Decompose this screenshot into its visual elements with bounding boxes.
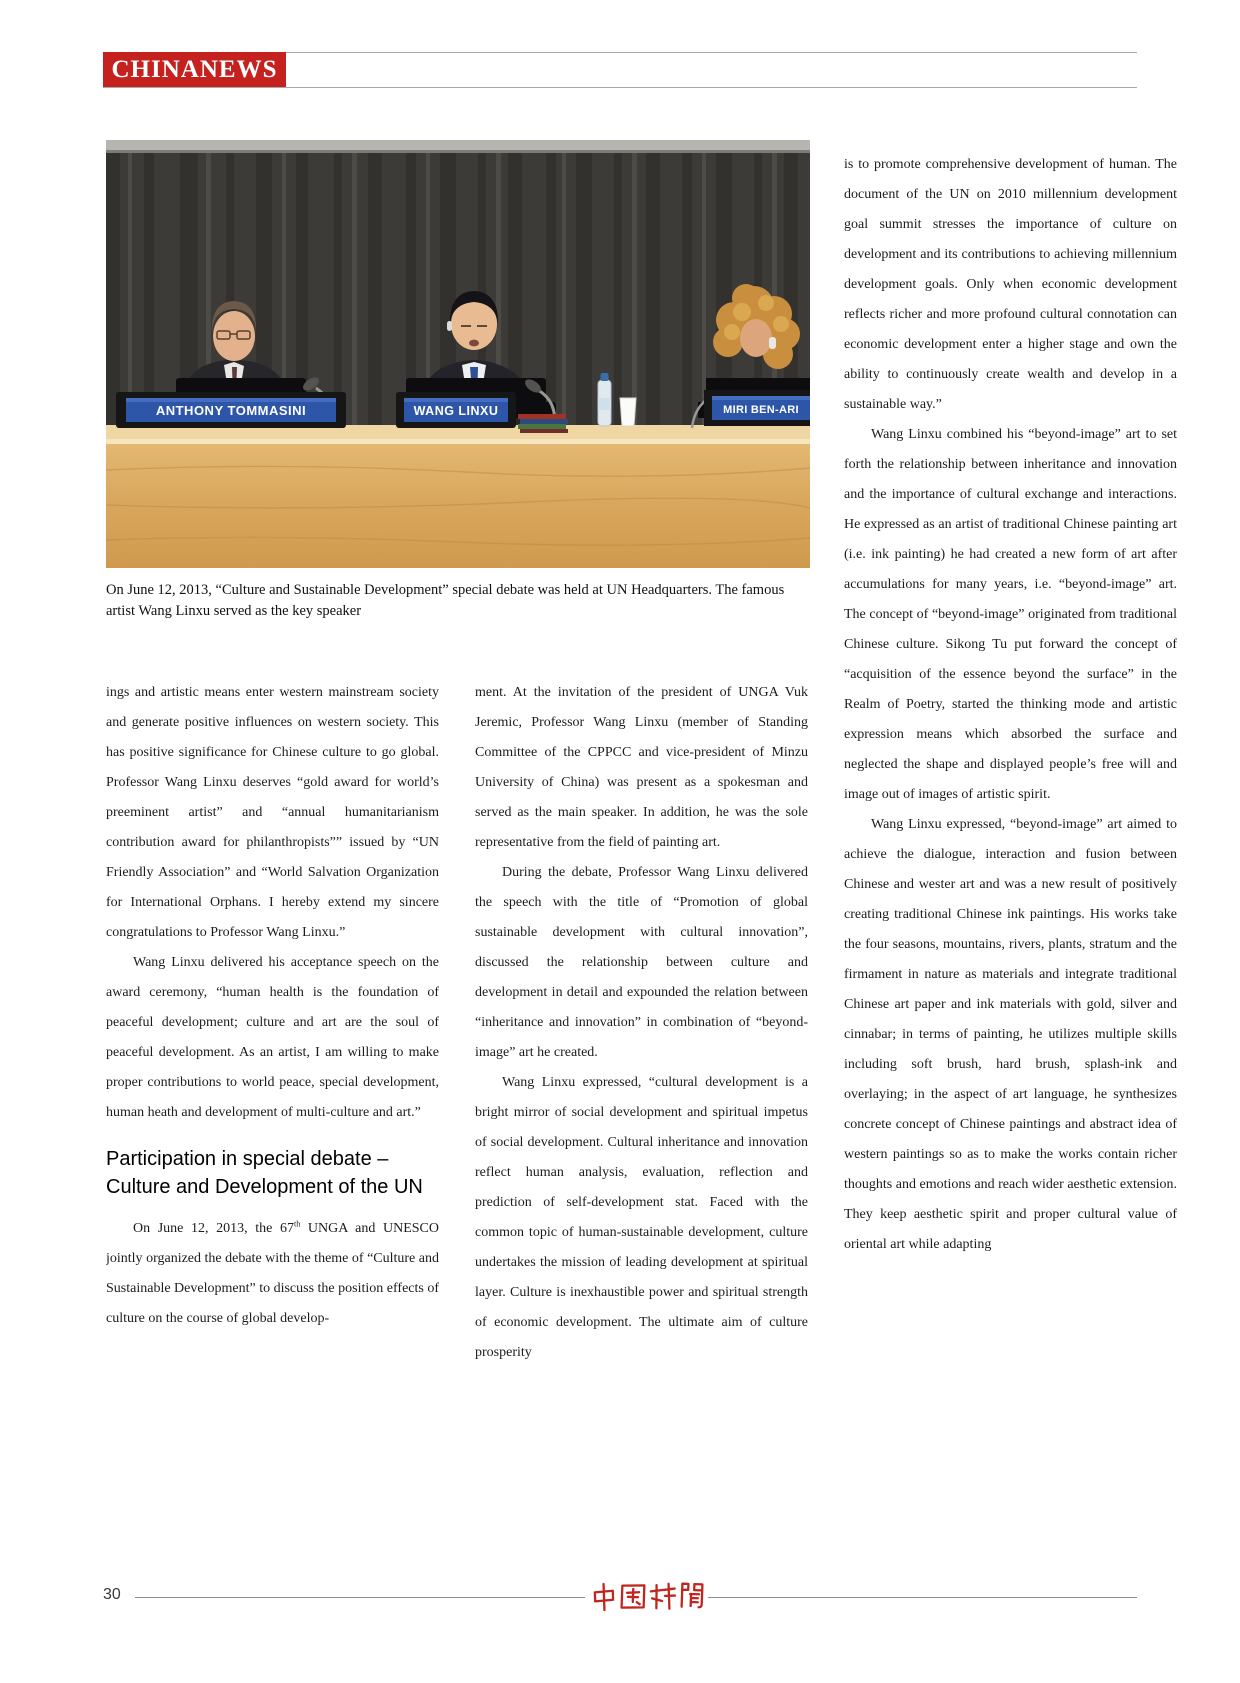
body-paragraph: On June 12, 2013, the 67th UNGA and UNESCO jointly organized the debate with the theme of “Culture and Sustainable Development” to discuss the position effects of culture on the course of global develop-: [106, 1219, 439, 1326]
logo-glyph-guo: [622, 1585, 645, 1609]
footer-rule-left: [135, 1597, 585, 1598]
nameplate-text-miri: MIRI BEN-ARI: [723, 404, 799, 416]
page-number: 30: [103, 1586, 121, 1603]
logo-glyph-xin: [651, 1584, 676, 1610]
body-paragraph: ings and artistic means enter western mainstream society and generate positive influences on western society. This has positive significance for Chinese culture to go global. Professor Wang Linxu deserves “gold award for world’s preeminent artist” and “annual humanitarianism contribution award for philanthropists”” issued by “UN Friendly Association” and “World Salvation Organization for International Orphans. I hereby extend my sincere congratulations to Professor Wang Linxu.”: [106, 685, 439, 940]
nameplate-miri: [704, 390, 810, 426]
body-paragraph: Wang Linxu combined his “beyond-image” art to set forth the relationship between inheritance and innovation and the importance of cultural exchange and interactions. He expressed as an artist of traditional Chinese painting art (i.e. ink painting) he had created a new form of art after accumulations for many years, i.e. “beyond-image” art. The concept of “beyond-image” originated from traditional Chinese culture. Sikong Tu put forward the concept of “acquisition of the essence beyond the surface” in the Realm of Poetry, started the thinking mode and artistic expression means which absorbed the surface and neglected the shape and displayed people’s free will and image out of images of artistic spirit.: [844, 427, 1177, 802]
water-bottle-icon: [598, 373, 611, 426]
body-paragraph: Wang Linxu delivered his acceptance speech on the award ceremony, “human health is the foundation of peaceful development; culture and art are the soul of peaceful development. As an artist, I am willing to make proper contributions to world peace, special development, human heath and development of multi-culture and art.”: [106, 955, 439, 1120]
header-rule-bottom: [103, 87, 1137, 88]
nameplate-text-anthony: ANTHONY TOMMASINI: [155, 403, 307, 418]
earpiece-icon: [447, 321, 452, 331]
logo-glyph-wen: [682, 1584, 703, 1608]
wooden-desk: [106, 425, 810, 568]
nameplate-wang: [396, 392, 516, 428]
paper-cup-icon: [620, 398, 636, 426]
body-paragraph: Wang Linxu expressed, “beyond-image” art aimed to achieve the dialogue, interaction and fusion between Chinese and wester art and was a new result of positively creating traditional Chinese ink paintings. His works take the four seasons, mountains, rivers, plants, stratum and the firmament in nature as materials and integrate traditional Chinese art paper and ink materials with gold, silver and cinnabar; in terms of painting, he utilizes multiple skills including soft brush, hard brush, splash-ink and overlaying; in the aspect of art language, he synthesizes concrete concept of Chinese paintings and abstract idea of western paintings so as to make the works contain richer thoughts and emotions and reach wider aesthetic extension. They keep aesthetic spirit and proper cultural value of oriental art while adapting: [844, 817, 1177, 1252]
photo-caption: On June 12, 2013, “Culture and Sustainable Development” special debate was held at UN Headquarters. The famous artist Wang Linxu served as the key speaker: [106, 582, 785, 619]
footer-rule-right: [708, 1597, 1137, 1598]
article-column-right: [844, 150, 1177, 1590]
section-heading: Participation in special debate – Culture and Development of the UN: [106, 1148, 423, 1198]
logo-glyph-zhong: [595, 1584, 614, 1611]
body-paragraph: Wang Linxu expressed, “cultural development is a bright mirror of social development and spiritual impetus of social development. Cultural inheritance and innovation reflect human analysis, evaluation, reflection and prediction of self-development stat. Faced with the common topic of human-sustainable development, culture undertakes the mission of leading development at spiritual layer. Culture is inexhaustible power and spiritual strength of economic development. The ultimate aim of culture prosperity: [475, 1075, 808, 1360]
brand-logo: [103, 52, 286, 87]
chinanews-calligraphy-logo: [592, 1574, 704, 1620]
body-paragraph: ment. At the invitation of the president of UNGA Vuk Jeremic, Professor Wang Linxu (member of Standing Committee of the CPPCC and vice-president of Minzu University of China) was present as a spokesman and served as the main speaker. In addition, he was the sole representative from the field of painting art.: [475, 685, 808, 850]
header-rule-top: [286, 52, 1137, 53]
nameplate-text-wang: WANG LINXU: [413, 404, 499, 418]
brand-text: CHINANEWS: [111, 55, 278, 83]
article-column-middle: [475, 678, 808, 1596]
folder-stack-icon: [518, 414, 568, 433]
debate-photo: [106, 140, 810, 568]
article-column-left: [106, 678, 439, 1596]
headphone-icon: [769, 337, 776, 349]
nameplate-anthony: [116, 392, 346, 428]
body-paragraph: During the debate, Professor Wang Linxu delivered the speech with the title of “Promotion of global sustainable development with cultural innovation”, discussed the relationship between culture and development in detail and expounded the relation between “inheritance and innovation” in combination of “beyond-image” art he created.: [475, 865, 808, 1060]
body-paragraph: is to promote comprehensive development of human. The document of the UN on 2010 millennium development goal summit stresses the importance of culture on development and its contributions to achieving millennium development goals. Only when economic development reflects richer and more profound cultural connotation can economic development enter a higher stage and own the ability to continuously create wealth and develop in a sustainable way.”: [844, 157, 1177, 412]
debate-photo-illustration: [106, 140, 810, 568]
